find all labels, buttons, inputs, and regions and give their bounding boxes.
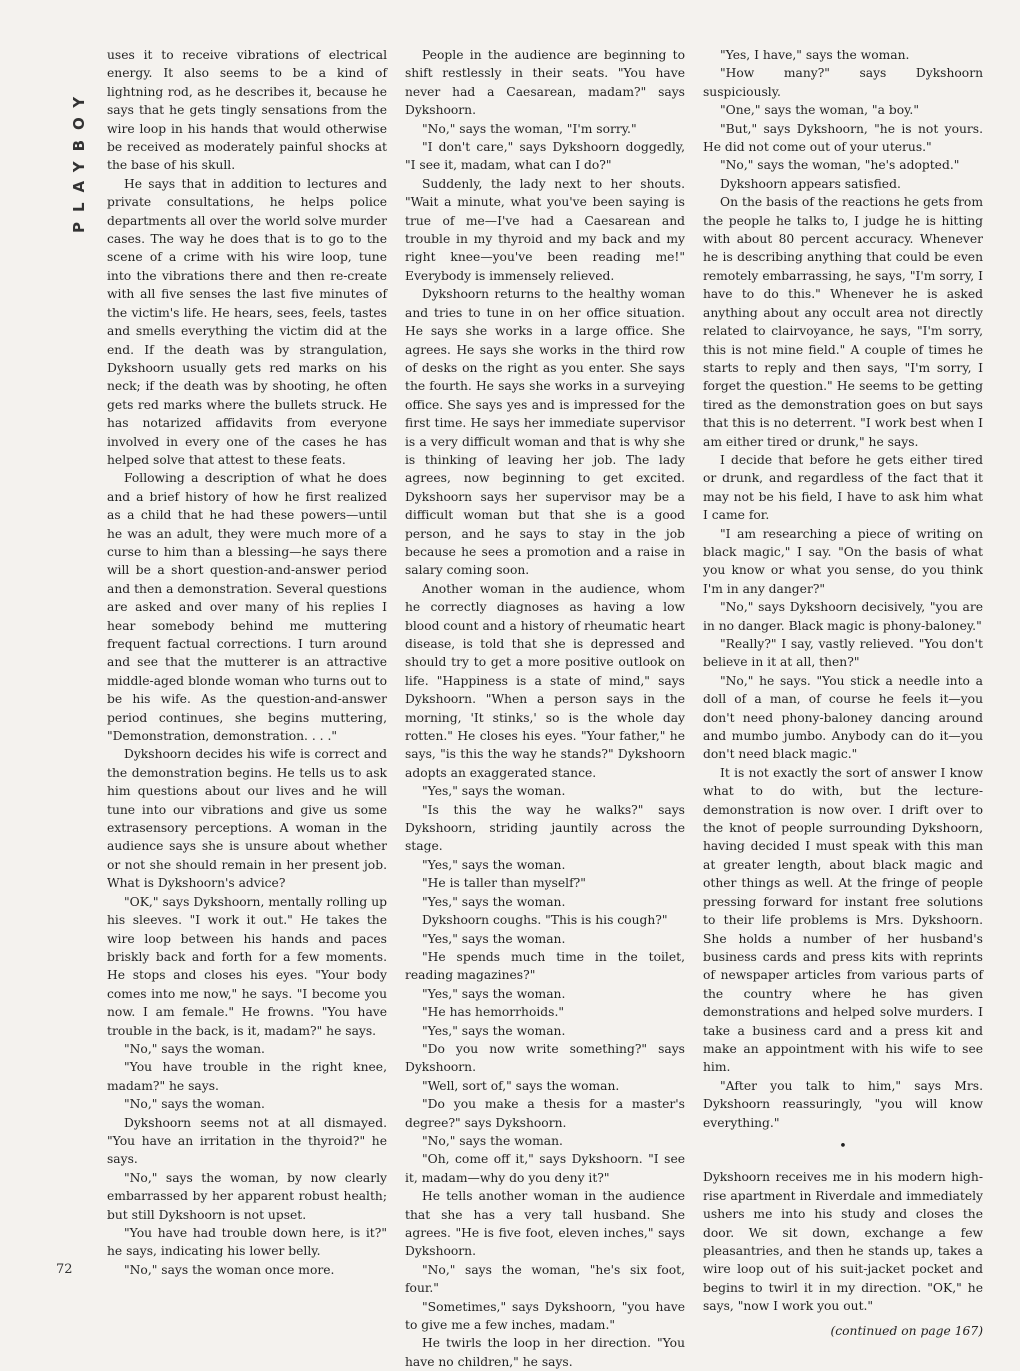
- paragraph: "Do you make a thesis for a master's degree?" says Dykshoorn.: [405, 1097, 685, 1130]
- paragraph: "Yes," says the woman.: [422, 894, 566, 909]
- paragraph: "Yes," says the woman.: [422, 1023, 566, 1038]
- paragraph: Dykshoorn decides his wife is correct and the demonstration begins. He tells us to ask him questions about our lives and he will tune into our vibrations and give us some extrasensory perceptions. A woman in the audience says she is unsure about whether or not she should remain in her present job. What is Dykshoorn's advice?: [107, 747, 387, 891]
- page-number: 72: [56, 1262, 73, 1277]
- text-column-3: [703, 46, 983, 1340]
- paragraph: "No," says the woman, "I'm sorry.": [422, 121, 637, 136]
- paragraph: I decide that before he gets either tired or drunk, and regardless of the fact that it may not be his field, I have to ask him what I came for.: [703, 452, 983, 523]
- paragraph: "No," says the woman.: [124, 1097, 265, 1112]
- paragraph: "Do you now write something?" says Dykshoorn.: [405, 1041, 685, 1075]
- paragraph: Dykshoorn coughs. "This is his cough?": [422, 913, 668, 928]
- paragraph: He says that in addition to lectures and private consultations, he helps police departments all over the world solve murder cases. The way he does that is to go to the scene of a crime with his wire loop, tune into the vibrations there and then re-create with all five senses the last five minutes of the victim's life. He hears, sees, feels, tastes and smells everything the victim did at the end. If the death was by strangulation, Dykshoorn usually gets red marks on his neck; if the death was by shooting, he often gets red marks where the bullets struck. He has notarized affidavits from everyone involved in every one of the cases he has helped solve that attest to these feats.: [107, 176, 387, 467]
- paragraph: It is not exactly the sort of answer I know what to do with, but the lecture-demonstration is now over. I drift over to the knot of people surrounding Dykshoorn, having decided I must speak with this man at greater length, about black magic and other things as well. At the fringe of people pressing forward for instant free solutions to their life problems is Mrs. Dykshoorn. She holds a number of her husband's business cards and press kits with reprints of newspaper articles from various parts of the country where he has given demonstrations and helped solve murders. I take a business card and a press kit and make an appointment with his wife to see him.: [703, 765, 983, 1075]
- paragraph: "Sometimes," says Dykshoorn, "you have to give me a few inches, madam.": [405, 1299, 685, 1333]
- section-separator: •: [839, 1138, 847, 1154]
- paragraph: "He has hemorrhoids.": [422, 1005, 565, 1020]
- paragraph: "OK," says Dykshoorn, mentally rolling up his sleeves. "I work it out." He takes the wire loop between his hands and paces briskly back and forth for a few moments. He stops and closes his eyes. "Your body comes into me now," he says. "I become you now. I am female." He frowns. "You have trouble in the back, is it, madam?" he says.: [107, 894, 387, 1038]
- paragraph: "Yes," says the woman.: [422, 857, 566, 872]
- paragraph: "No," says the woman.: [124, 1041, 265, 1056]
- paragraph: People in the audience are beginning to shift restlessly in their seats. "You have never had a Caesarean, madam?" says Dykshoorn.: [405, 48, 685, 118]
- magazine-name: PLAYBOY: [70, 86, 88, 233]
- paragraph: "No," says the woman, by now clearly embarrassed by her apparent robust health; but still Dykshoorn is not upset.: [107, 1170, 387, 1222]
- text-column-2: [405, 46, 685, 1371]
- paragraph: "No," says the woman.: [422, 1133, 563, 1148]
- paragraph: "But," says Dykshoorn, "he is not yours. He did not come out of your uterus.": [703, 121, 983, 155]
- paragraph: uses it to receive vibrations of electrical energy. It also seems to be a kind of lightning rod, as he describes it, because he says that he gets tingly sensations from the wire loop in his hands that would otherwise be received as moderately painful shocks at the base of his skull.: [107, 48, 387, 173]
- paragraph: "Really?" I say, vastly relieved. "You don't believe in it at all, then?": [703, 637, 983, 670]
- paragraph: On the basis of the reactions he gets from the people he talks to, I judge he is hitting with about 80 percent accuracy. Whenever he is describing anything that could be even remotely embarrassing, he says, "I'm sorry, I have to do this." Whenever he is asked anything about any occult area not directly related to clairvoyance, he says, "I'm sorry, this is not mine field." A couple of times he starts to reply and then says, "I'm sorry, I forget the question." He seems to be getting tired as the demonstration goes on but says that this is no deterrent. "I work best when I am either tired or drunk," he says.: [703, 195, 983, 449]
- paragraph: "He spends much time in the toilet, reading magazines?": [405, 949, 685, 983]
- continued-note: (continued on page 167): [830, 1323, 983, 1338]
- paragraph: "No," says Dykshoorn decisively, "you are in no danger. Black magic is phony-baloney.": [703, 600, 983, 633]
- paragraph: "He is taller than myself?": [422, 876, 586, 891]
- paragraph: "No," he says. "You stick a needle into a doll of a man, of course he feels it—you don't need phony-baloney dancing around and mumbo jumbo. Anybody can do it—you don't need black magic.": [703, 673, 983, 762]
- paragraph: "You have had trouble down here, is it?" he says, indicating his lower belly.: [107, 1226, 387, 1259]
- paragraph: "No," says the woman once more.: [124, 1262, 335, 1277]
- paragraph: He twirls the loop in her direction. "You have no children," he says.: [405, 1336, 685, 1369]
- paragraph: "How many?" says Dykshoorn suspiciously.: [703, 66, 983, 99]
- paragraph: "After you talk to him," says Mrs. Dykshoorn reassuringly, "you will know everything.": [703, 1078, 983, 1130]
- paragraph: "Is this the way he walks?" says Dykshoorn, striding jauntily across the stage.: [405, 802, 685, 854]
- paragraph: "Yes," says the woman.: [422, 784, 566, 799]
- paragraph: Dykshoorn seems not at all dismayed. "You have an irritation in the thyroid?" he says.: [107, 1115, 387, 1167]
- paragraph: "You have trouble in the right knee, madam?" he says.: [107, 1060, 387, 1093]
- paragraph: Dykshoorn returns to the healthy woman and tries to tune in on her office situation. He says she works in a large office. She agrees. He says she works in the third row of desks on the right as you enter. She says the fourth. He says she works in a surveying office. She says yes and is impressed for the first time. He says her immediate supervisor is a very difficult woman and that is why she is thinking of leaving her job. The lady agrees, now beginning to get excited. Dykshoorn says her supervisor may be a difficult woman but that she is a good person, and he says to stay in the job because he sees a promotion and a raise in salary coming soon.: [405, 287, 685, 578]
- paragraph: "One," says the woman, "a boy.": [720, 103, 919, 118]
- paragraph: Dykshoorn receives me in his modern high-rise apartment in Riverdale and immediately ushers me into his study and closes the door. We sit down, exchange a few pleasantries, and then he stands up, takes a wire loop out of his suit-jacket pocket and begins to twirl it in my direction. "OK," he says, "now I work you out.": [703, 1170, 983, 1314]
- paragraph: Following a description of what he does and a brief history of how he first realized as a child that he had these powers—until he was an adult, they were much more of a curse to him than a blessing—he says there will be a short question-and-answer period and then a demonstration. Several questions are asked and over many of his replies I hear somebody behind me muttering frequent factual corrections. I turn around and see that the mutterer is an attractive middle-aged blonde woman who turns out to be his wife. As the question-and-answer period continues, she begins muttering, "Demonstration, demonstration. . . .": [107, 471, 387, 744]
- paragraph: "I am researching a piece of writing on black magic," I say. "On the basis of what you know or what you sense, do you think I'm in any danger?": [703, 526, 983, 596]
- paragraph: "No," says the woman, "he's six foot, four.": [405, 1262, 685, 1296]
- paragraph: Suddenly, the lady next to her shouts. "Wait a minute, what you've been saying is true of me—I've had a Caesarean and trouble in my thyroid and my back and my right knee—you've been reading me!" Everybody is immensely relieved.: [405, 176, 685, 283]
- paragraph: "I don't care," says Dykshoorn doggedly, "I see it, madam, what can I do?": [405, 140, 685, 173]
- paragraph: "Yes," says the woman.: [422, 986, 566, 1001]
- paragraph: "Well, sort of," says the woman.: [422, 1078, 620, 1093]
- paragraph: Dykshoorn appears satisfied.: [720, 176, 901, 191]
- text-column-1: [107, 46, 387, 1279]
- paragraph: "Yes, I have," says the woman.: [720, 48, 910, 62]
- paragraph: Another woman in the audience, whom he correctly diagnoses as having a low blood count and a history of rheumatic heart disease, is told that she is depressed and should try to get a more positive outlook on life. "Happiness is a state of mind," says Dykshoorn. "When a person says in the morning, 'It stinks,' so is the whole day rotten." He closes his eyes. "Your father," he says, "is this the way he stands?" Dykshoorn adopts an exaggerated stance.: [405, 581, 685, 780]
- paragraph: He tells another woman in the audience that she has a very tall husband. She agrees. "He is five foot, eleven inches," says Dykshoorn.: [405, 1189, 685, 1259]
- paragraph: "Yes," says the woman.: [422, 931, 566, 946]
- paragraph: "Oh, come off it," says Dykshoorn. "I see it, madam—why do you deny it?": [405, 1152, 685, 1185]
- paragraph: "No," says the woman, "he's adopted.": [720, 158, 960, 173]
